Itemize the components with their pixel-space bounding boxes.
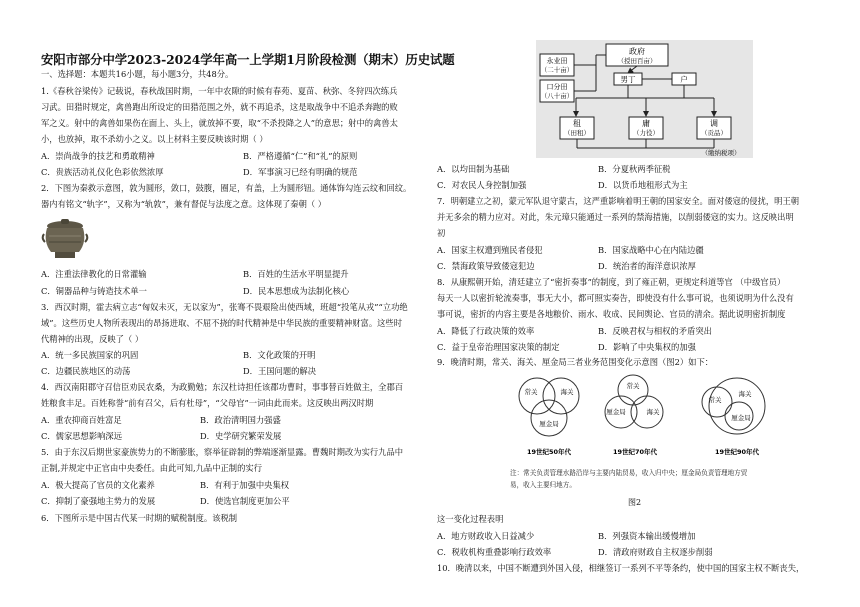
venn-1890s: [702, 378, 765, 456]
q9-stem: 9．晚清时期，常关、海关、厘金局三者业务范围变化示意图（图2）如下：: [437, 357, 714, 367]
diao-sub-label: （贡品）: [701, 129, 727, 137]
q5-option-a: A．极大提高了官员的文化素养: [41, 480, 155, 490]
q10-line-1: 10．晚清以来，中国不断遭到外国入侵，相继签订一系列不平等条约，使中国的国家主权不断丧失，: [437, 563, 805, 573]
q9-note-line-2: 易，收入主要归地方。: [510, 481, 576, 489]
venn-1850s: [519, 378, 579, 456]
q7-line-2: 并无多余的精力应对。对此，朱元璋只能通过一系列的禁海措施，以削弱倭寇的实力。这反映出明: [437, 212, 794, 222]
q5-line-1: 5．由于东汉后期世家豪族势力的不断膨胀，察举征辟制的弊端逐渐显露。曹魏时期改为实行九品中: [41, 447, 404, 457]
figure-2-label: 图2: [628, 498, 642, 507]
q2-option-a: A．注重法律教化的日常灌输: [41, 269, 147, 279]
q7-line-1: 7．明朝建立之初，蒙元军队退守蒙古，这严重影响着明王朝的国家安全。面对倭寇的侵扰，明王朝: [437, 196, 800, 206]
q1-line-4: 小，也放掉，取不杀幼小之义。以上材料主要反映该时期（ ）: [41, 134, 268, 144]
venn1-lijin: 厘金局: [539, 420, 559, 428]
q1-option-d: D．军事演习已经有明确的规范: [243, 167, 358, 177]
tax-system-diagram: [536, 40, 753, 158]
q5-line-2: 正制,并规定中正官由中央委任。由此可知,九品中正制的实行: [41, 463, 262, 473]
venn2-haiguan: 海关: [646, 408, 660, 416]
q2-option-b: B．百姓的生活水平明显提升: [243, 269, 349, 279]
q9-option-b: B．列强资本输出缓慢增加: [598, 531, 696, 541]
venn1-changguan: 常关: [524, 388, 538, 396]
q2-option-c: C．铜器品种与铸造技术单一: [41, 286, 147, 296]
q4-line-1: 4．西汉南阳郡守召信臣劝民农桑，为政勤勉；东汉杜诗担任该郡功曹时，事事替百姓做主，全郡百: [41, 382, 404, 392]
q8-line-1: 8．从康熙朝开始，清廷建立了“密折奏事”的制度，到了雍正朝，更规定科道等官 （中级官员）: [437, 277, 786, 287]
household-label: 户: [680, 75, 688, 84]
q6-option-b: B．分夏秋两季征税: [598, 164, 671, 174]
q9-option-c: C．税收机构重叠影响行政效率: [437, 547, 552, 557]
q5-option-c: C．抑制了豪强地主势力的发展: [41, 496, 156, 506]
q2-option-d: D．民本思想成为法制化核心: [243, 286, 350, 296]
yongye-sub-label: （二十亩）: [540, 66, 574, 74]
q7-line-3: 初: [437, 228, 446, 238]
section-heading: 一、选择题：本题共16小题，每小题3分，共48分。: [41, 69, 234, 79]
q4-option-b: B．政治清明国力强盛: [200, 415, 281, 425]
q3-line-2: 域”。这些历史人物所表现出的昂扬进取、不屈不挠的时代精神是中华民族的重要精神财富。这些时: [41, 318, 403, 328]
gov-label: 政府: [629, 47, 645, 56]
q8-option-c: C．益于皇帝治理国家决策的制定: [437, 342, 560, 352]
koufen-label: 口分田: [546, 83, 568, 91]
q7-option-b: B．国家战略中心在内陆边疆: [598, 245, 704, 255]
yongye-label: 永业田: [546, 57, 568, 65]
q5-option-b: B．有利于加强中央集权: [200, 480, 290, 490]
q4-line-2: 姓粮食丰足。百姓称誉“前有召父，后有杜母”，“父母官”一词由此而来。这反映出两汉时期: [41, 398, 374, 408]
q3-option-c: C．边疆民族地区的动荡: [41, 366, 131, 376]
q6-stem: 6．下图所示是中国古代某一时期的赋税制度。该税制: [41, 513, 238, 523]
q3-option-b: B．文化政策的开明: [243, 350, 316, 360]
q2-line-1: 2．下图为秦救示意图，敦为圆形，敛口，鼓腹，圈足，有盖，上为圆形钮。通体饰勾连云纹和回纹。: [41, 183, 412, 193]
yong-label: 庸: [642, 119, 650, 128]
q7-option-a: A．国家主权遭到殖民者侵犯: [437, 245, 543, 255]
q8-line-3: 事可说，密折的内容主要是各地粮价、雨水、收成、民间舆论、官员的清余。据此说明密折制度: [437, 309, 786, 319]
q6-option-c: C．对农民人身控制加强: [437, 180, 527, 190]
q1-option-c: C．贵族活动礼仪化色彩依然浓厚: [41, 167, 164, 177]
q9-prompt: 这一变化过程表明: [437, 514, 504, 524]
q8-option-b: B．反映君权与相权的矛盾突出: [598, 326, 712, 336]
q9-option-a: A．地方财政收入日益减少: [437, 531, 535, 541]
q1-option-b: B．严格遵循“仁”和“礼”的原则: [243, 151, 358, 161]
q1-line-3: 军之义。射中的禽兽如果伤在面上、头上，就放掉不要，取“不杀投降之人”的意思；射中的禽兽太: [41, 118, 398, 128]
gov-sub-label: （授田百亩）: [617, 57, 657, 65]
q7-option-d: D．统治者的海洋意识浓厚: [598, 261, 696, 271]
diao-label: 调: [710, 119, 718, 128]
koufen-sub-label: （八十亩）: [540, 92, 574, 100]
q8-option-a: A．降低了行政决策的效率: [437, 326, 535, 336]
yong-sub-label: （力役）: [633, 129, 659, 137]
q3-line-3: 代精神的出现，反映了（ ）: [41, 334, 144, 344]
zu-sub-label: （田租）: [564, 129, 590, 137]
q3-option-a: A．统一多民族国家的巩固: [41, 350, 139, 360]
zu-label: 租: [573, 119, 581, 128]
q2-line-2: 器内有铭文“轨字”，又称为“轨敦”，兼有督促与法度之意。这体现了秦朝（ ）: [41, 199, 327, 209]
venn-1870s: [605, 375, 663, 456]
venn3-changguan: 常关: [708, 396, 722, 404]
q6-option-a: A．以均田制为基础: [437, 164, 510, 174]
venn1-haiguan: 海关: [560, 388, 574, 396]
q1-option-a: A．崇尚战争的技艺和勇敢精神: [41, 151, 155, 161]
venn2-lijin: 厘金局: [606, 408, 626, 416]
q3-option-d: D．王国问题的解决: [243, 366, 317, 376]
venn3-haiguan: 海关: [738, 390, 752, 398]
q8-option-d: D．影响了中央集权的加强: [598, 342, 696, 352]
q7-option-c: C．禁海政策导致倭寇犯边: [437, 261, 535, 271]
q6-option-d: D．以货币地租形式为主: [598, 180, 688, 190]
page-title: 安阳市部分中学2023-2024学年高一上学期1月阶段检测（期末）历史试题: [41, 52, 455, 67]
q3-line-1: 3．西汉时期，霍去病立志“匈奴未灭，无以家为”，张骞不畏艰险出使西域，班超“投笔从戎”“立功绝: [41, 302, 408, 312]
q4-option-c: C．儒家思想影响深远: [41, 431, 123, 441]
venn3-lijin: 厘金局: [731, 414, 751, 422]
venn3-caption: 19世纪90年代: [714, 448, 760, 456]
payment-label: （缴纳税项）: [701, 149, 741, 157]
q1-line-2: 习武。田猎时规定，禽兽跑出所设定的田猎范围之外，就不再追杀，这是取战争中不追杀奔跑的败: [41, 102, 398, 112]
bronze-vessel-image: [41, 218, 89, 262]
venn1-caption: 19世纪50年代: [526, 448, 572, 456]
q5-option-d: D．使选官制度更加公平: [200, 496, 290, 506]
q4-option-a: A．重农抑商百姓富足: [41, 415, 122, 425]
q8-line-2: 每天一人以密折轮流奏事，事无大小，都可照实奏告，即使没有什么事可说，也须说明为什么没有: [437, 293, 794, 303]
customs-venn-diagram: [515, 372, 789, 467]
q4-option-d: D．史学研究繁荣发展: [200, 431, 282, 441]
venn2-changguan: 常关: [626, 382, 640, 390]
q9-note-line-1: 注：常关负责管理水路沿岸与主要内陆贸易，收入归中央；厘金局负责管理地方贸: [510, 469, 748, 477]
male-label: 男丁: [620, 75, 636, 84]
q9-option-d: D．清政府财政自主权逐步削弱: [598, 547, 713, 557]
q1-line-1: 1.《春秋谷梁传》记载说，春秋战国时期，一年中农隙的时候有春苑、夏苗、秋弥、冬狩四次练兵: [41, 86, 398, 96]
venn2-caption: 19世纪70年代: [612, 448, 658, 456]
